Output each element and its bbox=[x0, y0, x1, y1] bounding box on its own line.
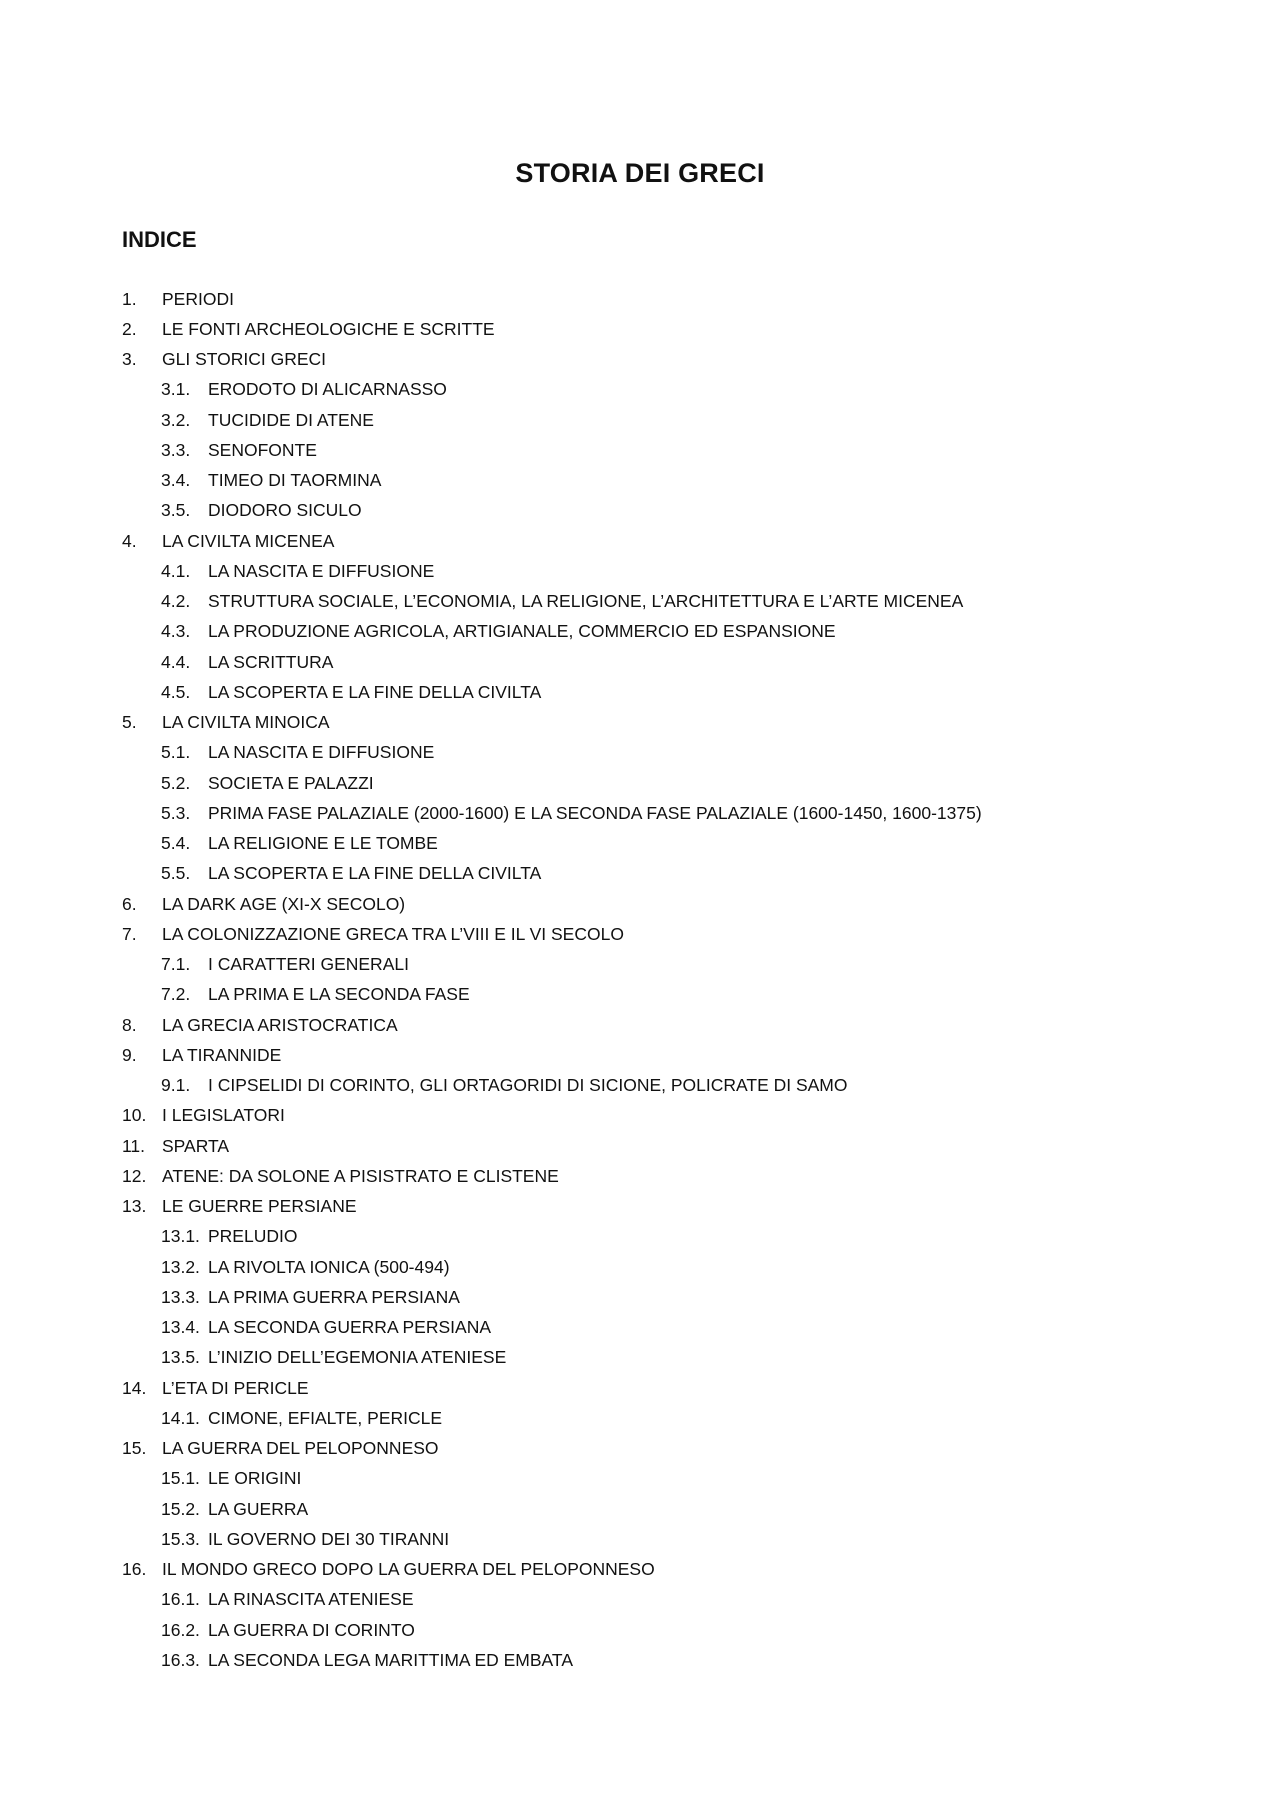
toc-entry-label: LA RIVOLTA IONICA (500-494) bbox=[208, 1256, 450, 1277]
toc-entry-number: 13.5. bbox=[161, 1347, 200, 1368]
toc-section bbox=[122, 556, 982, 586]
toc-chapter bbox=[122, 889, 982, 919]
toc-entry-number: 5.2. bbox=[161, 772, 191, 793]
toc-entry-label: LE GUERRE PERSIANE bbox=[162, 1196, 357, 1217]
toc-entry-label: IL MONDO GRECO DOPO LA GUERRA DEL PELOPONNESO bbox=[162, 1559, 655, 1580]
toc-entry-number: 16.1. bbox=[161, 1589, 200, 1610]
toc-entry-label: TIMEO DI TAORMINA bbox=[208, 470, 382, 491]
toc-entry-number: 9. bbox=[122, 1044, 137, 1065]
toc-entry-label: PERIODI bbox=[162, 288, 234, 309]
toc-entry-label: LA GRECIA ARISTOCRATICA bbox=[162, 1014, 398, 1035]
toc-entry-number: 4.1. bbox=[161, 560, 191, 581]
toc-chapter bbox=[122, 1373, 982, 1403]
toc-section bbox=[122, 466, 982, 496]
toc-section bbox=[122, 1494, 982, 1524]
toc-entry-label: GLI STORICI GRECI bbox=[162, 349, 327, 370]
toc-entry-number: 13.1. bbox=[161, 1226, 200, 1247]
toc-entry-label: SPARTA bbox=[162, 1135, 230, 1156]
toc-entry-label: LA RINASCITA ATENIESE bbox=[208, 1589, 414, 1610]
toc-entry-label: LA DARK AGE (XI-X SECOLO) bbox=[162, 893, 406, 914]
toc-section bbox=[122, 980, 982, 1010]
toc-entry-label: LA GUERRA DEL PELOPONNESO bbox=[162, 1438, 439, 1459]
toc-entry-number: 14. bbox=[122, 1377, 147, 1398]
toc-entry-label: LA CIVILTA MINOICA bbox=[162, 712, 330, 733]
toc-section bbox=[122, 1585, 982, 1615]
toc-entry-number: 3. bbox=[122, 349, 137, 370]
toc-entry-number: 3.4. bbox=[161, 470, 191, 491]
toc-entry-number: 9.1. bbox=[161, 1075, 191, 1096]
toc-section bbox=[122, 798, 982, 828]
toc-chapter bbox=[122, 526, 982, 556]
toc-entry-label: LA SECONDA LEGA MARITTIMA ED EMBATA bbox=[208, 1649, 573, 1670]
toc-section bbox=[122, 1071, 982, 1101]
toc-entry-number: 7. bbox=[122, 923, 137, 944]
toc-entry-label: DIODORO SICULO bbox=[208, 500, 362, 521]
toc-section bbox=[122, 1313, 982, 1343]
toc-entry-number: 15. bbox=[122, 1438, 147, 1459]
toc-entry-label: PRIMA FASE PALAZIALE (2000-1600) E LA SECONDA FASE PALAZIALE (1600-1450, 1600-1375) bbox=[208, 802, 982, 823]
toc-entry-label: L’INIZIO DELL’EGEMONIA ATENIESE bbox=[208, 1347, 507, 1368]
toc-section bbox=[122, 1524, 982, 1554]
toc-entry-label: LA CIVILTA MICENEA bbox=[162, 530, 335, 551]
toc-entry-number: 4.3. bbox=[161, 621, 191, 642]
toc-chapter bbox=[122, 1434, 982, 1464]
toc-entry-number: 5. bbox=[122, 712, 137, 733]
toc-entry-number: 14.1. bbox=[161, 1407, 200, 1428]
toc-chapter bbox=[122, 1161, 982, 1191]
document-title: STORIA DEI GRECI bbox=[515, 158, 765, 188]
toc-entry-label: LA NASCITA E DIFFUSIONE bbox=[208, 742, 435, 763]
toc-entry-number: 16. bbox=[122, 1559, 147, 1580]
toc-entry-label: LA PRODUZIONE AGRICOLA, ARTIGIANALE, COMMERCIO ED ESPANSIONE bbox=[208, 621, 836, 642]
toc-entry-label: LA TIRANNIDE bbox=[162, 1044, 282, 1065]
toc-entry-label: LA RELIGIONE E LE TOMBE bbox=[208, 833, 438, 854]
toc-section bbox=[122, 1252, 982, 1282]
toc-chapter bbox=[122, 919, 982, 949]
toc-section bbox=[122, 859, 982, 889]
toc-entry-label: PRELUDIO bbox=[208, 1226, 298, 1247]
toc-entry-number: 16.2. bbox=[161, 1619, 200, 1640]
toc-entry-number: 3.2. bbox=[161, 409, 191, 430]
toc-section bbox=[122, 617, 982, 647]
toc-entry-label: LA COLONIZZAZIONE GRECA TRA L’VIII E IL VI SECOLO bbox=[162, 923, 624, 944]
table-of-contents bbox=[122, 284, 982, 1676]
toc-entry-label: CIMONE, EFIALTE, PERICLE bbox=[208, 1407, 443, 1428]
toc-section bbox=[122, 1615, 982, 1645]
toc-entry-label: I CARATTERI GENERALI bbox=[208, 954, 409, 975]
toc-entry-number: 15.1. bbox=[161, 1468, 200, 1489]
toc-entry-number: 13.3. bbox=[161, 1286, 200, 1307]
toc-entry-number: 5.3. bbox=[161, 802, 191, 823]
toc-entry-number: 3.5. bbox=[161, 500, 191, 521]
toc-entry-label: IL GOVERNO DEI 30 TIRANNI bbox=[208, 1528, 450, 1549]
toc-chapter bbox=[122, 1040, 982, 1070]
toc-section bbox=[122, 677, 982, 707]
toc-entry-label: L’ETA DI PERICLE bbox=[162, 1377, 309, 1398]
toc-entry-label: LA SECONDA GUERRA PERSIANA bbox=[208, 1317, 492, 1338]
toc-chapter bbox=[122, 1555, 982, 1585]
toc-entry-label: LE ORIGINI bbox=[208, 1468, 302, 1489]
toc-section bbox=[122, 1343, 982, 1373]
toc-section bbox=[122, 496, 982, 526]
toc-entry-number: 1. bbox=[122, 288, 137, 309]
toc-entry-number: 12. bbox=[122, 1165, 147, 1186]
toc-chapter bbox=[122, 284, 982, 314]
toc-entry-label: I LEGISLATORI bbox=[162, 1105, 285, 1126]
toc-entry-number: 3.3. bbox=[161, 439, 191, 460]
toc-section bbox=[122, 738, 982, 768]
toc-section bbox=[122, 768, 982, 798]
toc-entry-number: 7.2. bbox=[161, 984, 191, 1005]
toc-section bbox=[122, 647, 982, 677]
toc-entry-number: 16.3. bbox=[161, 1649, 200, 1670]
toc-entry-number: 4.5. bbox=[161, 681, 191, 702]
toc-chapter bbox=[122, 1101, 982, 1131]
toc-entry-number: 13.4. bbox=[161, 1317, 200, 1338]
toc-section bbox=[122, 375, 982, 405]
toc-entry-label: SENOFONTE bbox=[208, 439, 317, 460]
toc-entry-label: LA SCOPERTA E LA FINE DELLA CIVILTA bbox=[208, 863, 542, 884]
toc-chapter bbox=[122, 1131, 982, 1161]
toc-chapter bbox=[122, 1010, 982, 1040]
toc-entry-number: 4. bbox=[122, 530, 137, 551]
toc-entry-number: 2. bbox=[122, 318, 137, 339]
toc-chapter bbox=[122, 314, 982, 344]
toc-section bbox=[122, 1464, 982, 1494]
toc-entry-number: 3.1. bbox=[161, 379, 191, 400]
toc-entry-number: 5.4. bbox=[161, 833, 191, 854]
toc-entry-number: 13.2. bbox=[161, 1256, 200, 1277]
toc-entry-number: 10. bbox=[122, 1105, 147, 1126]
toc-entry-label: LA PRIMA E LA SECONDA FASE bbox=[208, 984, 470, 1005]
toc-entry-number: 15.3. bbox=[161, 1528, 200, 1549]
toc-entry-number: 4.2. bbox=[161, 591, 191, 612]
toc-entry-label: ERODOTO DI ALICARNASSO bbox=[208, 379, 447, 400]
toc-section bbox=[122, 587, 982, 617]
toc-chapter bbox=[122, 1192, 982, 1222]
toc-section bbox=[122, 435, 982, 465]
toc-entry-label: LA SCOPERTA E LA FINE DELLA CIVILTA bbox=[208, 681, 542, 702]
toc-entry-number: 4.4. bbox=[161, 651, 191, 672]
toc-entry-label: STRUTTURA SOCIALE, L’ECONOMIA, LA RELIGIONE, L’ARCHITETTURA E L’ARTE MICENEA bbox=[208, 591, 964, 612]
toc-entry-label: LA PRIMA GUERRA PERSIANA bbox=[208, 1286, 460, 1307]
toc-entry-label: LA SCRITTURA bbox=[208, 651, 334, 672]
toc-entry-label: LA NASCITA E DIFFUSIONE bbox=[208, 560, 435, 581]
toc-entry-number: 6. bbox=[122, 893, 137, 914]
toc-entry-label: LE FONTI ARCHEOLOGICHE E SCRITTE bbox=[162, 318, 495, 339]
toc-section bbox=[122, 1403, 982, 1433]
index-heading: INDICE bbox=[122, 227, 197, 252]
toc-entry-label: SOCIETA E PALAZZI bbox=[208, 772, 374, 793]
toc-entry-number: 5.1. bbox=[161, 742, 191, 763]
toc-entry-number: 13. bbox=[122, 1196, 147, 1217]
toc-entry-label: LA GUERRA DI CORINTO bbox=[208, 1619, 415, 1640]
toc-entry-label: I CIPSELIDI DI CORINTO, GLI ORTAGORIDI DI SICIONE, POLICRATE DI SAMO bbox=[208, 1075, 848, 1096]
toc-entry-number: 7.1. bbox=[161, 954, 191, 975]
toc-section bbox=[122, 950, 982, 980]
toc-chapter bbox=[122, 708, 982, 738]
toc-entry-number: 8. bbox=[122, 1014, 137, 1035]
toc-entry-number: 11. bbox=[122, 1135, 146, 1156]
toc-section bbox=[122, 829, 982, 859]
toc-chapter bbox=[122, 345, 982, 375]
toc-entry-number: 5.5. bbox=[161, 863, 191, 884]
toc-entry-label: LA GUERRA bbox=[208, 1498, 309, 1519]
toc-section bbox=[122, 1645, 982, 1675]
toc-section bbox=[122, 405, 982, 435]
toc-section bbox=[122, 1222, 982, 1252]
toc-entry-number: 15.2. bbox=[161, 1498, 200, 1519]
toc-section bbox=[122, 1282, 982, 1312]
toc-entry-label: ATENE: DA SOLONE A PISISTRATO E CLISTENE bbox=[162, 1165, 559, 1186]
toc-entry-label: TUCIDIDE DI ATENE bbox=[208, 409, 374, 430]
